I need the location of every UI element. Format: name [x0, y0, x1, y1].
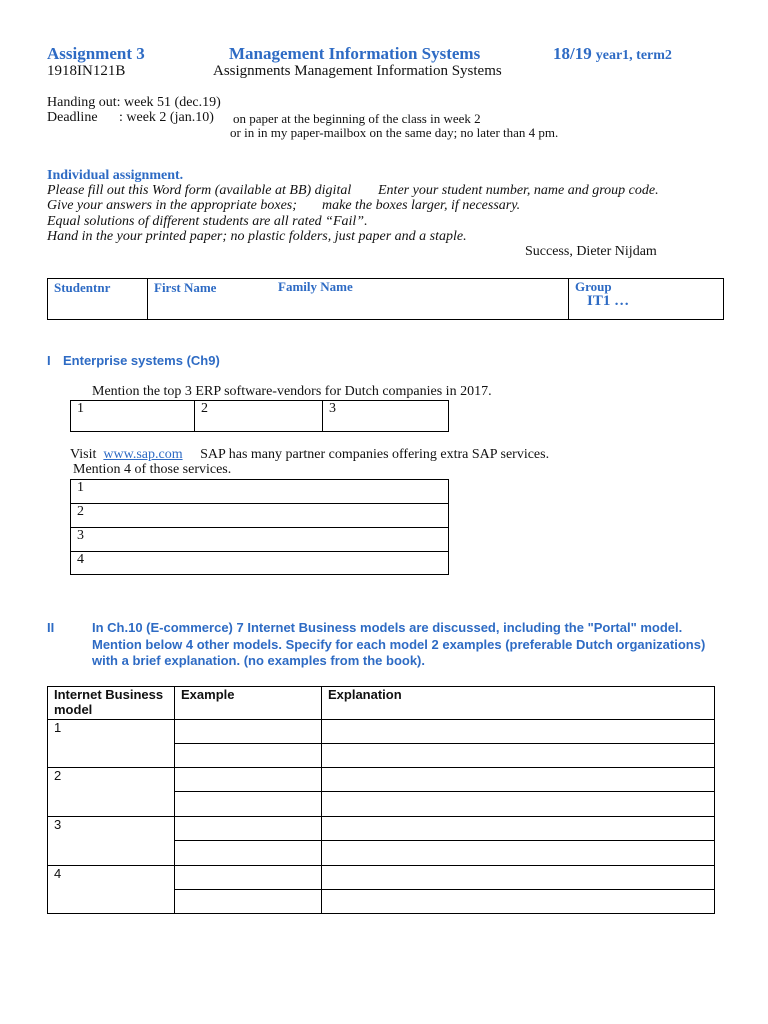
model-1-explanation-2[interactable]	[322, 744, 715, 768]
vendor-3-cell[interactable]: 3	[323, 401, 449, 432]
model-4-cell[interactable]: 4	[48, 866, 175, 914]
deadline-note-1: on paper at the beginning of the class in week 2	[233, 111, 481, 126]
deadline-label: Deadline	[47, 110, 98, 125]
service-2-cell[interactable]: 2	[71, 504, 449, 528]
individual-heading: Individual assignment.	[47, 168, 184, 183]
model-3-explanation-2[interactable]	[322, 841, 715, 866]
model-3-example-2[interactable]	[175, 841, 322, 866]
group-label: Group	[575, 279, 612, 294]
section-2-number: II	[47, 620, 55, 635]
model-3-cell[interactable]: 3	[48, 817, 175, 866]
business-models-table	[47, 686, 715, 914]
term-detail: year1, term2	[595, 48, 672, 63]
studentnr-cell[interactable]	[48, 279, 148, 320]
section-2-line-1: In Ch.10 (E-commerce) 7 Internet Business models are discussed, including the "Portal" model.	[92, 620, 683, 635]
service-3-cell[interactable]: 3	[71, 528, 449, 552]
studentnr-label: Studentnr	[54, 280, 111, 295]
header-example: Example	[175, 687, 322, 720]
group-cell[interactable]	[569, 279, 724, 320]
model-1-cell[interactable]: 1	[48, 720, 175, 768]
model-2-example-2[interactable]	[175, 792, 322, 817]
model-3-explanation-1[interactable]	[322, 817, 715, 841]
visit-label: Visit	[70, 447, 97, 462]
model-4-explanation-2[interactable]	[322, 890, 715, 914]
first-name-label: First Name	[154, 280, 217, 295]
section-2-line-3: with a brief explanation. (no examples from the book).	[92, 653, 425, 668]
vendor-2-cell[interactable]: 2	[195, 401, 323, 432]
visit-text	[70, 447, 549, 463]
section-2-line-2: Mention below 4 other models. Specify for each model 2 examples (preferable Dutch organizations)	[92, 637, 706, 652]
section-1-number: I	[47, 353, 51, 368]
term-year: 18/19	[553, 44, 592, 63]
deadline-note-2: or in in my paper-mailbox on the same day; no later than 4 pm.	[230, 125, 559, 140]
instruction-line-2b: make the boxes larger, if necessary.	[322, 198, 521, 213]
sap-question: SAP has many partner companies offering extra SAP services.	[200, 447, 550, 462]
vendors-table	[70, 400, 449, 432]
model-2-cell[interactable]: 2	[48, 768, 175, 817]
instruction-line-1a: Please fill out this Word form (available at BB) digital	[47, 183, 352, 198]
instruction-line-2a: Give your answers in the appropriate boxes;	[47, 198, 297, 213]
instruction-line-4: Hand in the your printed paper; no plastic folders, just paper and a staple.	[47, 229, 467, 244]
family-name-label: Family Name	[278, 279, 353, 294]
model-2-explanation-1[interactable]	[322, 768, 715, 792]
vendor-1-cell[interactable]: 1	[71, 401, 195, 432]
section-1-title: Enterprise systems (Ch9)	[63, 353, 220, 368]
instruction-line-1b: Enter your student number, name and group code.	[378, 183, 659, 198]
sap-link[interactable]: www.sap.com	[103, 447, 183, 462]
model-2-example-1[interactable]	[175, 768, 322, 792]
header-model-line-2: model	[54, 702, 93, 717]
course-title: Management Information Systems	[229, 44, 481, 63]
service-4-cell[interactable]: 4	[71, 552, 449, 575]
student-table	[47, 278, 724, 320]
header-model	[48, 687, 175, 720]
model-3-example-1[interactable]	[175, 817, 322, 841]
model-1-example-1[interactable]	[175, 720, 322, 744]
deadline-value: : week 2 (jan.10)	[119, 110, 214, 125]
model-4-example-2[interactable]	[175, 890, 322, 914]
erp-question: Mention the top 3 ERP software-vendors for Dutch companies in 2017.	[92, 384, 492, 399]
header-explanation: Explanation	[322, 687, 715, 720]
subtitle: Assignments Management Information Systems	[213, 63, 502, 79]
group-value: IT1 …	[587, 293, 630, 309]
services-question: Mention 4 of those services.	[73, 462, 232, 477]
model-4-example-1[interactable]	[175, 866, 322, 890]
assignment-title: Assignment 3	[47, 44, 145, 63]
course-code: 1918IN121B	[47, 63, 126, 79]
model-1-explanation-1[interactable]	[322, 720, 715, 744]
header-model-line-1: Internet Business	[54, 687, 164, 702]
handing-out: Handing out: week 51 (dec.19)	[47, 95, 221, 110]
signature: Success, Dieter Nijdam	[525, 244, 657, 259]
name-cell[interactable]	[148, 279, 569, 320]
model-4-explanation-1[interactable]	[322, 866, 715, 890]
term-label	[553, 44, 672, 64]
model-1-example-2[interactable]	[175, 744, 322, 768]
services-table	[70, 479, 449, 575]
model-2-explanation-2[interactable]	[322, 792, 715, 817]
instruction-line-3: Equal solutions of different students are all rated “Fail”.	[47, 214, 368, 229]
service-1-cell[interactable]: 1	[71, 480, 449, 504]
